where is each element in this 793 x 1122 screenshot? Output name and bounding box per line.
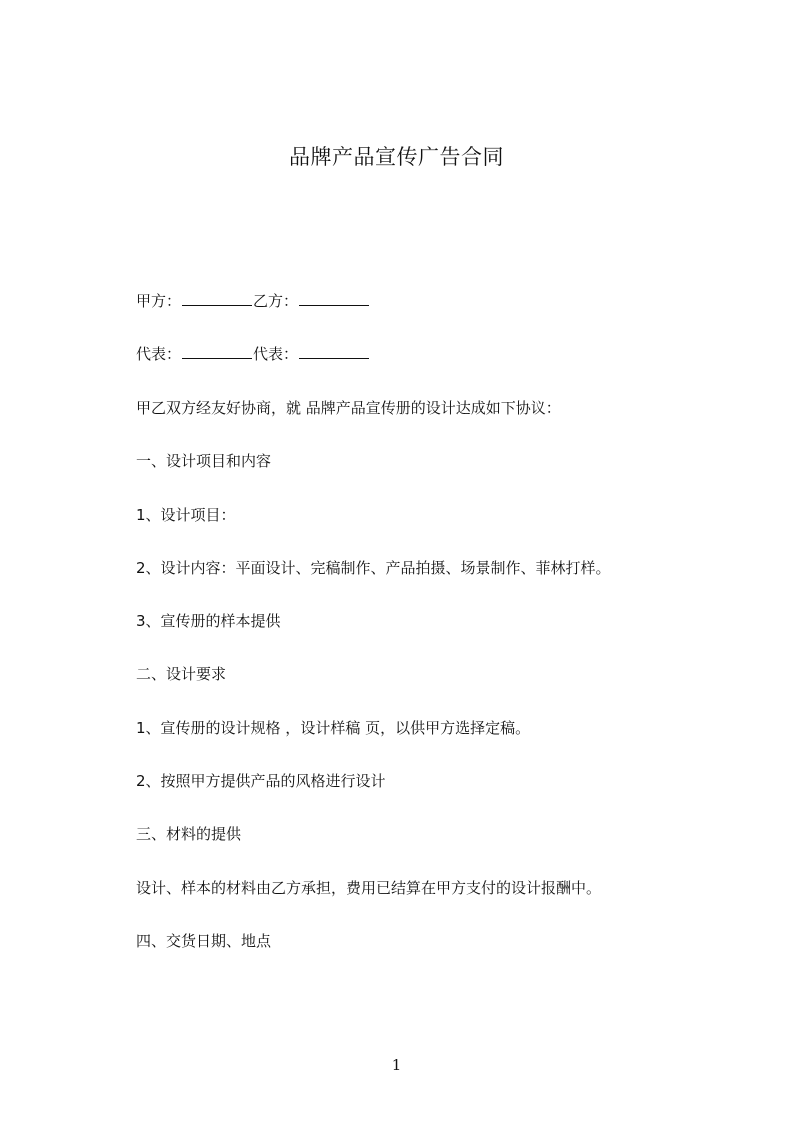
rep-a-blank[interactable] <box>182 344 252 359</box>
party-b-label: 乙方： <box>253 292 299 310</box>
party-a-label: 甲方： <box>136 292 182 310</box>
party-line <box>136 291 370 311</box>
clause-2-2: 2、按照甲方提供产品的风格进行设计 <box>136 772 386 790</box>
section-heading-1: 一、设计项目和内容 <box>136 452 272 470</box>
party-b-blank[interactable] <box>299 291 369 306</box>
rep-b-label: 代表： <box>253 345 299 363</box>
section-heading-4: 四、交货日期、地点 <box>136 932 272 950</box>
intro-paragraph: 甲乙双方经友好协商，就 品牌产品宣传册的设计达成如下协议： <box>136 399 561 417</box>
clause-2-1: 1、宣传册的设计规格 ，设计样稿 页，以供甲方选择定稿。 <box>136 719 531 737</box>
rep-b-blank[interactable] <box>299 344 369 359</box>
clause-1-1: 1、设计项目： <box>136 506 236 524</box>
contract-title: 品牌产品宣传广告合同 <box>289 145 504 169</box>
section-heading-3: 三、材料的提供 <box>136 825 242 843</box>
representative-line <box>136 344 370 364</box>
clause-3-text: 设计、样本的材料由乙方承担，费用已结算在甲方支付的设计报酬中。 <box>136 879 602 897</box>
party-a-blank[interactable] <box>182 291 252 306</box>
section-heading-2: 二、设计要求 <box>136 665 227 683</box>
clause-1-2: 2、设计内容：平面设计、完稿制作、产品拍摄、场景制作、菲林打样。 <box>136 559 611 577</box>
rep-a-label: 代表： <box>136 345 182 363</box>
page-number: 1 <box>391 1056 402 1074</box>
clause-1-3: 3、宣传册的样本提供 <box>136 612 281 630</box>
